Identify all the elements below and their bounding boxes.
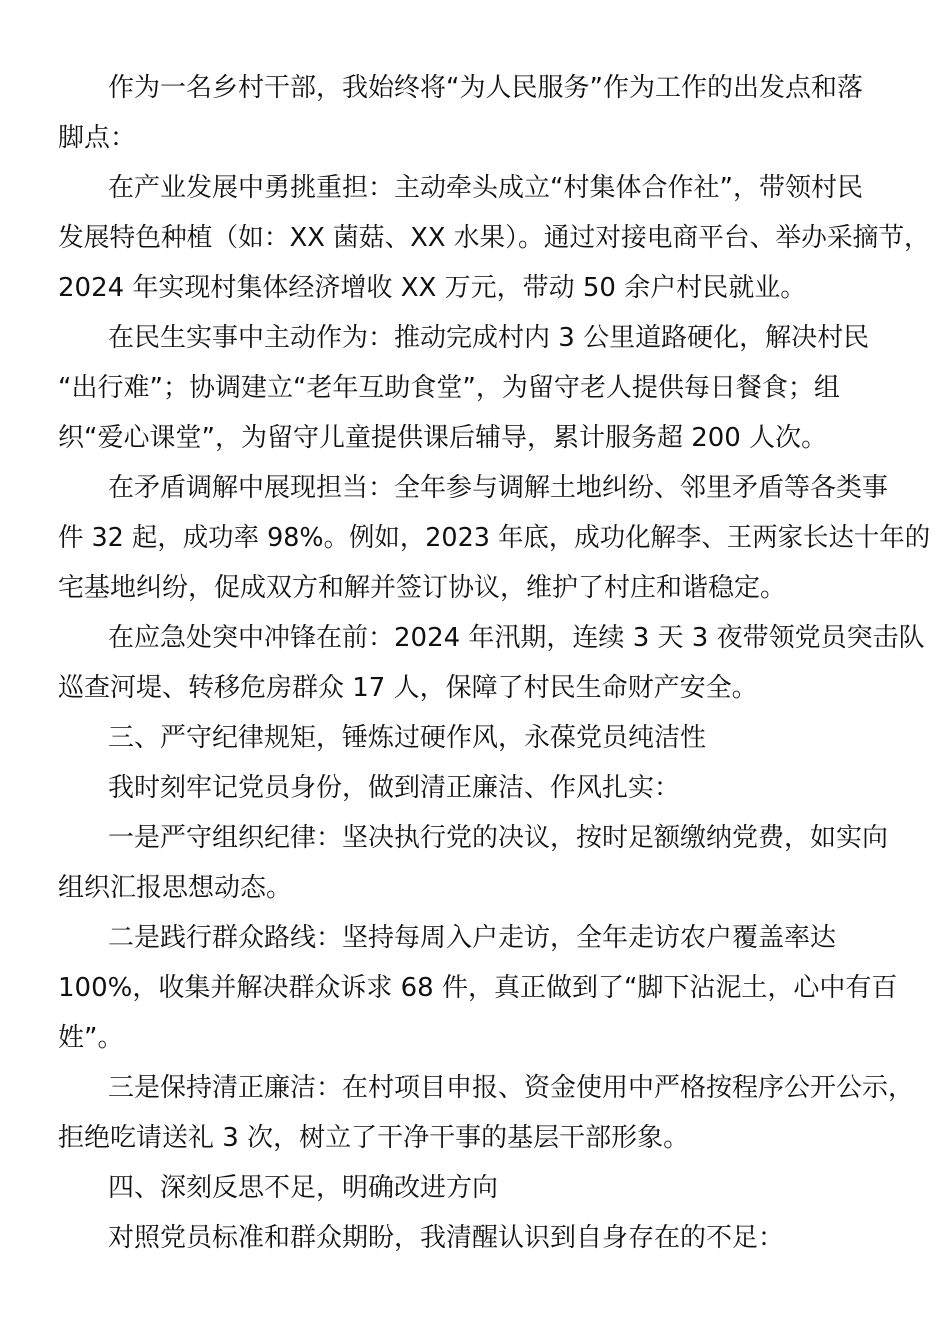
text-line: 作为一名乡村干部，我始终将“为人民服务”作为工作的出发点和落 <box>108 73 863 103</box>
text-line: 在产业发展中勇挑重担：主动牵头成立“村集体合作社”，带领村民 <box>108 173 863 203</box>
text-line: 在矛盾调解中展现担当：全年参与调解土地纠纷、邻里矛盾等各类事 <box>108 473 889 503</box>
text-line: 件 32 起，成功率 98%。例如，2023 年底，成功化解李、王两家长达十年的 <box>58 523 931 553</box>
text-line: 拒绝吃请送礼 3 次，树立了干净干事的基层干部形象。 <box>58 1123 690 1153</box>
text-line: 我时刻牢记党员身份，做到清正廉洁、作风扎实： <box>108 773 681 803</box>
text-line: 二是践行群众路线：坚持每周入户走访，全年走访农户覆盖率达 <box>108 923 837 953</box>
text-line: 在民生实事中主动作为：推动完成村内 3 公里道路硬化，解决村民 <box>108 323 870 353</box>
text-line: 发展特色种植（如：XX 菌菇、XX 水果）。通过对接电商平台、举办采摘节， <box>58 223 930 253</box>
text-line: 2024 年实现村集体经济增收 XX 万元，带动 50 余户村民就业。 <box>58 273 807 303</box>
text-line: 脚点： <box>58 123 137 153</box>
text-line: 巡查河堤、转移危房群众 17 人，保障了村民生命财产安全。 <box>58 673 758 703</box>
section-heading: 四、深刻反思不足，明确改进方向 <box>108 1173 499 1203</box>
text-line: 组织汇报思想动态。 <box>58 873 293 903</box>
text-line: 在应急处突中冲锋在前：2024 年汛期，连续 3 天 3 夜带领党员突击队 <box>108 623 925 653</box>
text-line: “出行难”；协调建立“老年互助食堂”，为留守老人提供每日餐食；组 <box>58 373 840 403</box>
text-line: 姓”。 <box>58 1023 124 1053</box>
text-line: 宅基地纠纷，促成双方和解并签订协议，维护了村庄和谐稳定。 <box>58 573 787 603</box>
text-line: 一是严守组织纪律：坚决执行党的决议，按时足额缴纳党费，如实向 <box>108 823 889 853</box>
text-line: 对照党员标准和群众期盼，我清醒认识到自身存在的不足： <box>108 1223 785 1253</box>
text-line: 100%，收集并解决群众诉求 68 件，真正做到了“脚下沾泥土，心中有百 <box>58 973 898 1003</box>
text-line: 织“爱心课堂”，为留守儿童提供课后辅导，累计服务超 200 人次。 <box>58 423 828 453</box>
section-heading: 三、严守纪律规矩，锤炼过硬作风，永葆党员纯洁性 <box>108 723 707 753</box>
text-line: 三是保持清正廉洁：在村项目申报、资金使用中严格按程序公开公示， <box>108 1073 915 1103</box>
